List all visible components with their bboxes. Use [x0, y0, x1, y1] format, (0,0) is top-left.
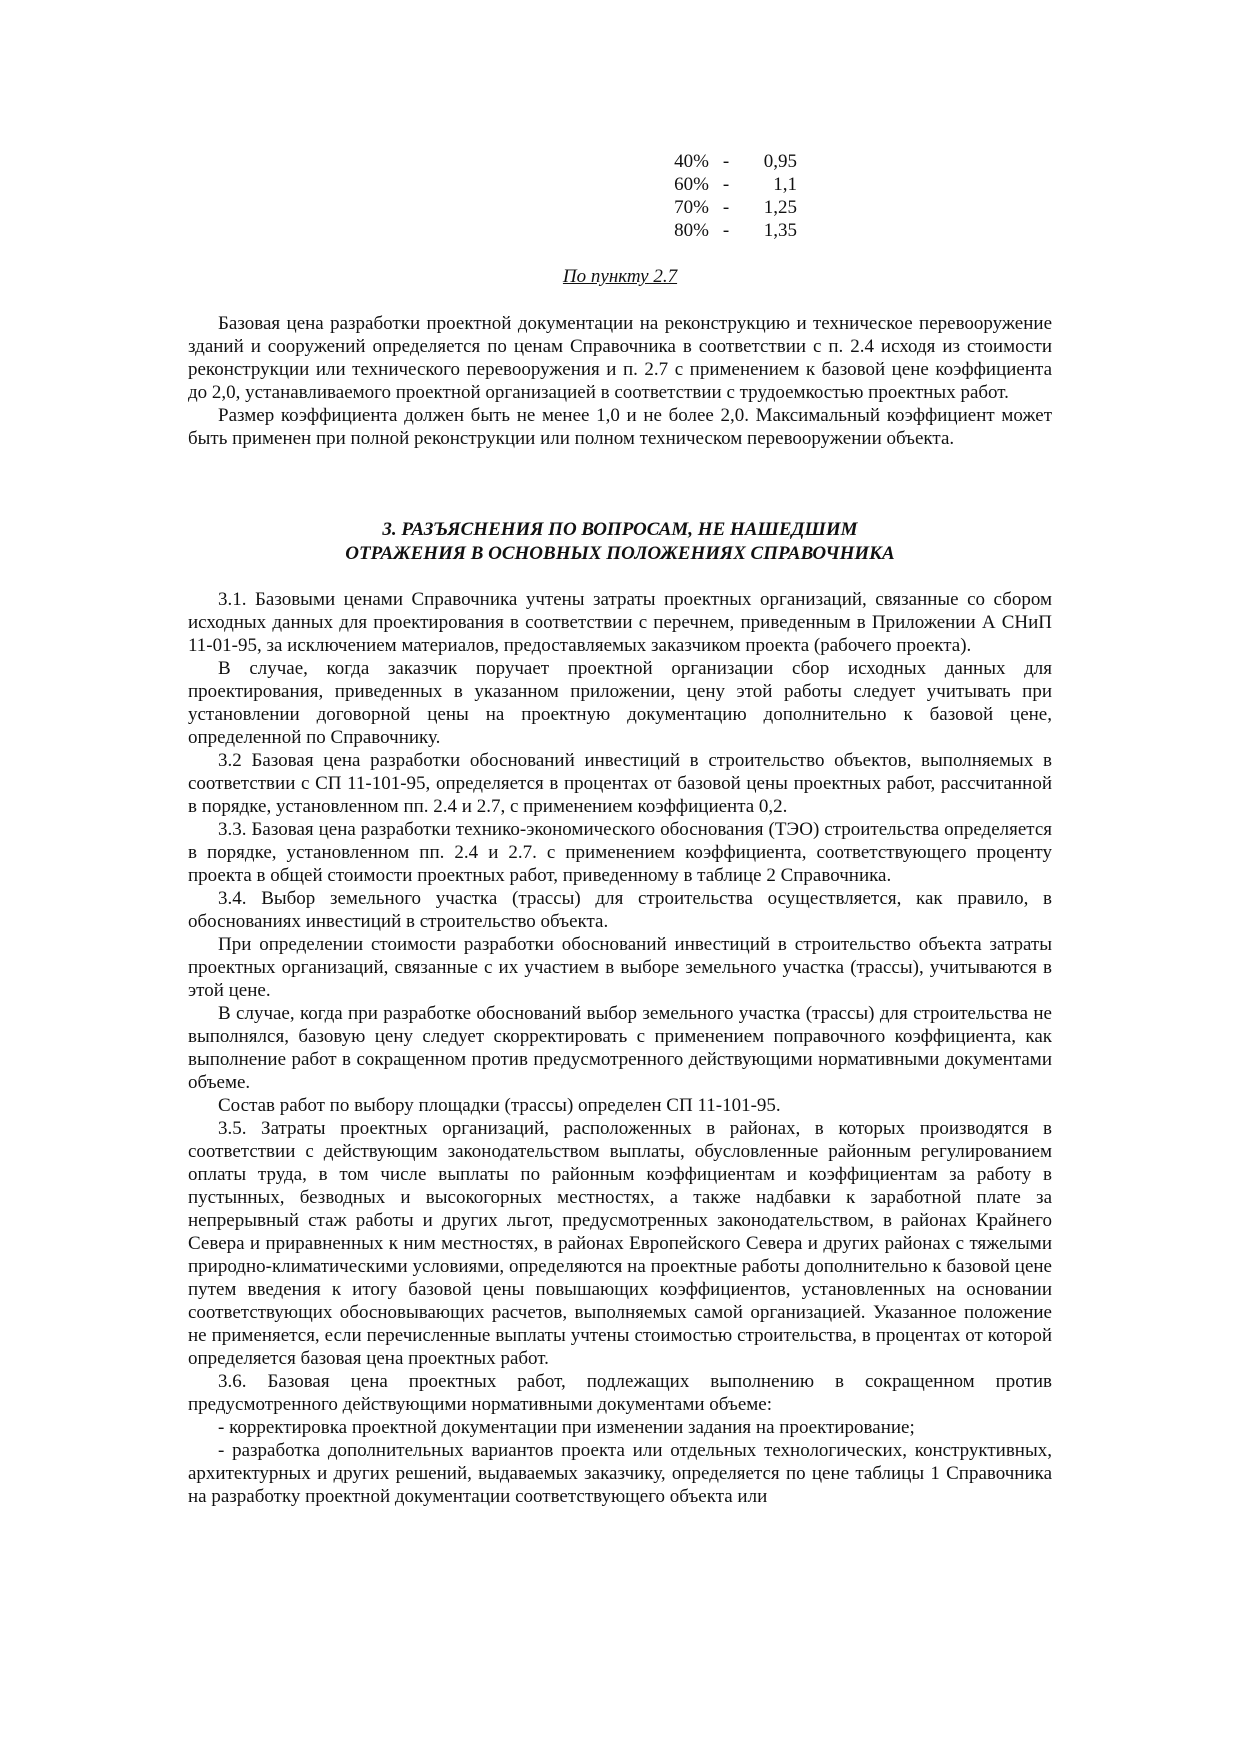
paragraph: 3.3. Базовая цена разработки технико-экономического обоснования (ТЭО) строительства определяется в порядке, установленном пп. 2.4 и 2.7. с применением коэффициента, соответствующего проценту проекта в общей стоимости проектных работ, приведенному в таблице 2 Справочника.: [188, 819, 1052, 886]
coefficient-percent: 60%: [674, 174, 709, 195]
coefficient-percent: 70%: [674, 197, 709, 218]
coefficient-dash: -: [722, 220, 730, 241]
section-body: [188, 588, 1052, 1508]
paragraph: 3.4. Выбор земельного участка (трассы) для строительства осуществляется, как правило, в обоснованиях инвестиций в строительство объекта.: [188, 888, 1052, 932]
paragraph: Размер коэффициента должен быть не менее 1,0 и не более 2,0. Максимальный коэффициент может быть применен при полной реконструкции или полном техническом перевооружении объекта.: [188, 405, 1052, 449]
section-heading-line: 3. РАЗЪЯСНЕНИЯ ПО ВОПРОСАМ, НЕ НАШЕДШИМ: [382, 519, 858, 540]
coefficient-dash: -: [722, 174, 730, 195]
coefficient-row: [655, 196, 815, 219]
paragraph: Состав работ по выбору площадки (трассы) определен СП 11-101-95.: [218, 1095, 781, 1116]
coefficient-value: 1,35: [763, 220, 797, 241]
coefficient-value: 0,95: [763, 151, 797, 172]
coefficient-percent: 40%: [674, 151, 709, 172]
section-heading: [188, 518, 1052, 566]
coefficient-row: [655, 173, 815, 196]
coefficient-table: [655, 150, 815, 242]
paragraph: - корректировка проектной документации при изменении задания на проектирование;: [218, 1417, 915, 1438]
paragraph: 3.5. Затраты проектных организаций, расположенных в районах, в которых производятся в соответствии с действующим законодательством выплаты, обусловленные районным регулированием оплаты труда, в том числе выплаты по районным коэффициентам и коэффициентам за работу в пустынных, безводных и высокогорных местностях, а также надбавки к заработной плате за непрерывный стаж работы и других льгот, предусмотренных законодательством, в районах Крайнего Севера и приравненных к ним местностях, в районах Европейского Севера и других районах с тяжелыми природно-климатическими условиями, определяются на проектные работы дополнительно к базовой цене путем введения к итогу базовой цены повышающих коэффициентов, установленных на основании соответствующих обосновывающих расчетов, выполняемых самой организацией. Указанное положение не применяется, если перечисленные выплаты учтены стоимостью строительства, в процентах от которой определяется базовая цена проектных работ.: [188, 1118, 1052, 1369]
paragraph: 3.2 Базовая цена разработки обоснований инвестиций в строительство объектов, выполняемых в соответствии с СП 11-101-95, определяется в процентах от базовой цены проектных работ, рассчитанной в порядке, установленном пп. 2.4 и 2.7, с применением коэффициента 0,2.: [188, 750, 1052, 817]
paragraph: - разработка дополнительных вариантов проекта или отдельных технологических, конструктивных, архитектурных и других решений, выдаваемых заказчику, определяется по цене таблицы 1 Справочника на разработку проектной документации соответствующего объекта или: [188, 1440, 1052, 1507]
coefficient-dash: -: [722, 197, 730, 218]
paragraph: При определении стоимости разработки обоснований инвестиций в строительство объекта затраты проектных организаций, связанные с их участием в выборе земельного участка (трассы), учитываются в этой цене.: [188, 934, 1052, 1001]
paragraph: В случае, когда при разработке обоснований выбор земельного участка (трассы) для строительства не выполнялся, базовую цену следует скорректировать с применением поправочного коэффициента, как выполнение работ в сокращенном против предусмотренного действующими нормативными документами объеме.: [188, 1003, 1052, 1093]
coefficient-dash: -: [722, 151, 730, 172]
coefficient-value: 1,25: [763, 197, 797, 218]
section-heading-line: ОТРАЖЕНИЯ В ОСНОВНЫХ ПОЛОЖЕНИЯХ СПРАВОЧНИКА: [345, 543, 895, 564]
intro-text: [188, 312, 1052, 450]
coefficient-row: [655, 150, 815, 173]
paragraph: В случае, когда заказчик поручает проектной организации сбор исходных данных для проектирования, приведенных в указанном приложении, цену этой работы следует учитывать при установлении договорной цены на проектную документацию дополнительно к базовой цене, определенной по Справочнику.: [188, 658, 1052, 748]
paragraph: 3.1. Базовыми ценами Справочника учтены затраты проектных организаций, связанные со сбором исходных данных для проектирования в соответствии с перечнем, приведенным в Приложении А СНиП 11-01-95, за исключением материалов, предоставляемых заказчиком проекта (рабочего проекта).: [188, 589, 1052, 656]
coefficient-row: [655, 219, 815, 242]
paragraph: Базовая цена разработки проектной документации на реконструкцию и техническое перевооружение зданий и сооружений определяется по ценам Справочника в соответствии с п. 2.4 исходя из стоимости реконструкции или технического перевооружения и п. 2.7 с применением к базовой цене коэффициента до 2,0, устанавливаемого проектной организацией в соответствии с трудоемкостью проектных работ.: [188, 313, 1052, 403]
paragraph: 3.6. Базовая цена проектных работ, подлежащих выполнению в сокращенном против предусмотренного действующими нормативными документами объеме:: [188, 1371, 1052, 1415]
subheading: По пункту 2.7: [562, 266, 678, 287]
coefficient-percent: 80%: [674, 220, 709, 241]
coefficient-value: 1,1: [773, 174, 797, 195]
